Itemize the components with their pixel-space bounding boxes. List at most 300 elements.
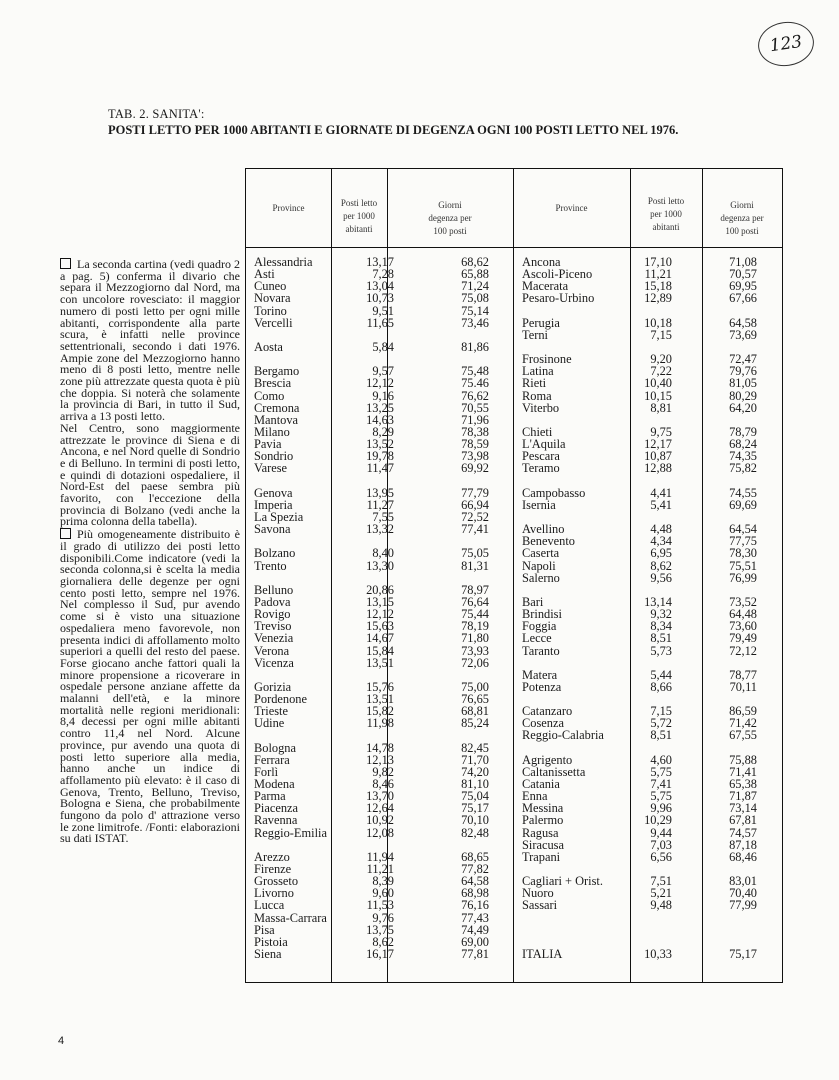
giorni-degenza-value: 64,58 [729, 315, 757, 330]
giorni-degenza-value: 85,24 [461, 716, 489, 731]
table-row [254, 547, 499, 559]
posti-letto-value: 5,75 [650, 764, 672, 779]
posti-letto-value: 9,32 [650, 607, 672, 622]
posti-letto-value: 15,76 [366, 679, 394, 694]
province-name: Varese [254, 461, 288, 476]
giorni-degenza-value: 75,17 [461, 801, 489, 816]
posti-letto-value: 15,18 [644, 279, 672, 294]
table-row [254, 560, 499, 572]
giorni-degenza-value: 81,10 [461, 777, 489, 792]
province-name: Lucca [254, 898, 285, 913]
province-name: Caltanissetta [522, 764, 586, 779]
table-row [522, 462, 777, 474]
posti-letto-value: 8,29 [372, 424, 394, 439]
province-name: Agrigento [522, 752, 573, 767]
province-name: Bologna [254, 740, 296, 755]
table-row [522, 899, 777, 911]
province-name: Nuoro [522, 886, 554, 901]
header-giorni-right: Giorni degenza per 100 posti [720, 199, 764, 236]
posti-letto-value: 7,28 [372, 267, 394, 282]
posti-letto-value: 12,17 [644, 437, 672, 452]
province-name: Cuneo [254, 279, 287, 294]
header-posti-right: Posti letto per 1000 abitanti [647, 195, 685, 232]
province-name: Belluno [254, 582, 294, 597]
posti-letto-value: 12,64 [366, 801, 394, 816]
giorni-degenza-value: 71,41 [729, 764, 757, 779]
giorni-degenza-value: 73,98 [461, 449, 489, 464]
posti-letto-value: 9,82 [372, 764, 394, 779]
giorni-degenza-value: 74,55 [729, 485, 757, 500]
posti-letto-value: 7,51 [650, 874, 672, 889]
province-name: Ravenna [254, 813, 298, 828]
giorni-degenza-value: 77,79 [461, 485, 489, 500]
table-row [254, 742, 499, 754]
table-row [254, 523, 499, 535]
posti-letto-value: 13,14 [644, 594, 672, 609]
commentary [60, 258, 240, 845]
giorni-degenza-value: 80,29 [729, 388, 757, 403]
province-name: Vercelli [254, 315, 293, 330]
giorni-degenza-value: 72,47 [729, 352, 757, 367]
province-name: Pavia [254, 437, 282, 452]
commentary-para-1: La seconda cartina (vedi quadro 2 a pag. 5) conferma il divario che separa il Mezzogiorno dal Nord, ma con uncolore rovesciato: il maggior numero di posti letto per ogni mille abitanti, corrispondente alla parte scura, è infatti nelle province settentrionali, secondo i dati 1976. Ampie zone del Mezzogiorno hanno meno di 8 posti letto, mentre nelle zone più attrezzate questa quota è più che doppia. Si noterà che solamente la provincia di Bari, in tutto il Sud, arriva a 13 posti letto. [60, 257, 240, 424]
posti-letto-value: 11,65 [366, 315, 394, 330]
province-name: La Spezia [254, 509, 304, 524]
giorni-degenza-value: 73,46 [461, 315, 489, 330]
giorni-degenza-value: 78,59 [461, 437, 489, 452]
giorni-degenza-value: 71,96 [461, 412, 489, 427]
giorni-degenza-value: 82,48 [461, 825, 489, 840]
giorni-degenza-value: 70,10 [461, 813, 489, 828]
giorni-degenza-value: 87,18 [729, 837, 757, 852]
giorni-degenza-value: 71,08 [729, 255, 757, 269]
province-name: Siracusa [522, 837, 564, 852]
province-name: Ferrara [254, 752, 290, 767]
province-name: L'Aquila [522, 437, 566, 452]
table-label: TAB. 2. SANITA': [108, 107, 205, 121]
giorni-degenza-value: 78,97 [461, 582, 489, 597]
province-name: Trento [254, 558, 287, 573]
posti-letto-value: 14,63 [366, 412, 394, 427]
header-giorni-left: Giorni degenza per 100 posti [428, 199, 472, 236]
giorni-degenza-value: 75,17 [729, 947, 757, 962]
province-name: Gorizia [254, 679, 292, 694]
posti-letto-value: 10,15 [644, 388, 672, 403]
giorni-degenza-value: 74,35 [729, 449, 757, 464]
posti-letto-value: 4,41 [650, 485, 672, 500]
province-name: Pescara [522, 449, 560, 464]
province-name: Sondrio [254, 449, 294, 464]
province-name: Isernia [522, 497, 556, 512]
page-number: 4 [58, 1035, 65, 1047]
table-row [254, 899, 499, 911]
province-name: Perugia [522, 315, 560, 330]
posti-letto-value: 7,41 [650, 777, 672, 792]
province-name: Grosseto [254, 874, 299, 889]
province-name: Campobasso [522, 485, 586, 500]
giorni-degenza-value: 75,44 [461, 607, 489, 622]
posti-letto-value: 4,48 [650, 522, 672, 537]
data-table [245, 168, 783, 983]
posti-letto-value: 9,44 [650, 825, 672, 840]
giorni-degenza-value: 75,51 [729, 558, 757, 573]
posti-letto-value: 9,60 [372, 886, 394, 901]
posti-letto-value: 12,88 [644, 461, 672, 476]
posti-letto-value: 8,51 [650, 631, 672, 646]
posti-letto-value: 5,72 [650, 716, 672, 731]
giorni-degenza-value: 71,80 [461, 631, 489, 646]
posti-letto-value: 20,86 [366, 582, 394, 597]
posti-letto-value: 9,20 [650, 352, 672, 367]
giorni-degenza-value: 72,52 [461, 509, 489, 524]
posti-letto-value: 13,30 [366, 558, 394, 573]
posti-letto-value: 9,56 [650, 570, 672, 585]
province-name: Livorno [254, 886, 294, 901]
table-row [522, 657, 777, 669]
table-row [522, 560, 777, 572]
province-name: Asti [254, 267, 275, 282]
posti-letto-value: 5,21 [650, 886, 672, 901]
posti-letto-value: 12,12 [366, 376, 394, 391]
posti-letto-value: 12,08 [366, 825, 394, 840]
posti-letto-value: 5,41 [650, 497, 672, 512]
giorni-degenza-value: 77,75 [729, 534, 757, 549]
table-row [522, 814, 777, 826]
right-column [522, 256, 777, 960]
checkbox-icon [60, 528, 71, 539]
province-name: Macerata [522, 279, 569, 294]
posti-letto-value: 14,67 [366, 631, 394, 646]
giorni-degenza-value: 68,46 [729, 849, 757, 864]
giorni-degenza-value: 71,24 [461, 279, 489, 294]
province-name: Benevento [522, 534, 575, 549]
giorni-degenza-value: 75,08 [461, 291, 489, 306]
province-name: Brindisi [522, 607, 562, 622]
table-row [522, 912, 777, 924]
giorni-degenza-value: 75,88 [729, 752, 757, 767]
province-name: Taranto [522, 643, 560, 658]
table-row [254, 948, 499, 960]
posti-letto-value: 13,75 [366, 922, 394, 937]
province-name: Catania [522, 777, 560, 792]
province-name: Savona [254, 522, 291, 537]
posti-letto-value: 13,70 [366, 789, 394, 804]
posti-letto-value: 13,15 [366, 594, 394, 609]
province-name: Genova [254, 485, 293, 500]
posti-letto-value: 8,62 [372, 934, 394, 949]
posti-letto-value: 7,15 [650, 704, 672, 719]
province-name: Modena [254, 777, 295, 792]
giorni-degenza-value: 77,43 [461, 910, 489, 925]
table-row [522, 475, 777, 487]
posti-letto-value: 13,25 [366, 400, 394, 415]
giorni-degenza-value: 78,19 [461, 619, 489, 634]
province-name: Mantova [254, 412, 299, 427]
giorni-degenza-value: 74,49 [461, 922, 489, 937]
table-row [254, 632, 499, 644]
posti-letto-value: 10,92 [366, 813, 394, 828]
province-name: Siena [254, 947, 282, 962]
table-row [254, 814, 499, 826]
giorni-degenza-value: 68,65 [461, 849, 489, 864]
table-row [522, 402, 777, 414]
posti-letto-value: 7,22 [650, 364, 672, 379]
giorni-degenza-value: 71,42 [729, 716, 757, 731]
posti-letto-value: 8,34 [650, 619, 672, 634]
table-row [254, 827, 499, 839]
giorni-degenza-value: 77,81 [461, 947, 489, 962]
province-name: Parma [254, 789, 286, 804]
province-name: Ancona [522, 255, 561, 269]
table-row [254, 572, 499, 584]
giorni-degenza-value: 74,57 [729, 825, 757, 840]
posti-letto-value: 8,66 [650, 679, 672, 694]
giorni-degenza-value: 76,64 [461, 594, 489, 609]
province-name: Ragusa [522, 825, 559, 840]
header-province-left: Province [272, 202, 305, 213]
posti-letto-value: 12,12 [366, 607, 394, 622]
province-name: Matera [522, 667, 558, 682]
province-name: Ascoli-Piceno [522, 267, 593, 282]
posti-letto-value: 15,84 [366, 643, 394, 658]
posti-letto-value: 9,51 [372, 303, 394, 318]
giorni-degenza-value: 69,95 [729, 279, 757, 294]
posti-letto-value: 12,13 [366, 752, 394, 767]
giorni-degenza-value: 73,93 [461, 643, 489, 658]
province-name: Novara [254, 291, 291, 306]
province-name: Como [254, 388, 285, 403]
posti-letto-value: 11,53 [366, 898, 394, 913]
posti-letto-value: 7,15 [650, 327, 672, 342]
province-name: Massa-Carrara [254, 910, 327, 925]
giorni-degenza-value: 72,06 [461, 655, 489, 670]
province-name: Udine [254, 716, 285, 731]
province-name: Milano [254, 424, 290, 439]
giorni-degenza-value: 75,48 [461, 364, 489, 379]
posti-letto-value: 13,52 [366, 437, 394, 452]
posti-letto-value: 11,47 [366, 461, 394, 476]
posti-letto-value: 14,78 [366, 740, 394, 755]
province-name: Brescia [254, 376, 292, 391]
posti-letto-value: 10,40 [644, 376, 672, 391]
giorni-degenza-value: 65,38 [729, 777, 757, 792]
giorni-degenza-value: 64,54 [729, 522, 757, 537]
province-name: Pisa [254, 922, 275, 937]
posti-letto-value: 10,33 [644, 947, 672, 962]
giorni-degenza-value: 78,79 [729, 424, 757, 439]
giorni-degenza-value: 78,38 [461, 424, 489, 439]
posti-letto-value: 4,60 [650, 752, 672, 767]
province-name: Napoli [522, 558, 556, 573]
table-row [522, 632, 777, 644]
table-row [254, 390, 499, 402]
commentary-para-2: Nel Centro, sono maggiormente attrezzate le province di Siena e di Ancona, e nel Nord quelle di Sondrio e di Belluno. In termini di posti letto, e quindi di dotazioni ospedaliere, il Nord-Est del paese sembra più favorito, con l'eccezione della provincia di Bolzano (vedi anche la prima colonna della tabella). [60, 420, 240, 529]
giorni-degenza-value: 70,57 [729, 267, 757, 282]
province-name: Rovigo [254, 607, 291, 622]
posti-letto-value: 13,51 [366, 655, 394, 670]
table-row [254, 657, 499, 669]
posti-letto-value: 9,48 [650, 898, 672, 913]
posti-letto-value: 10,18 [644, 315, 672, 330]
giorni-degenza-value: 72,12 [729, 643, 757, 658]
giorni-degenza-value: 78,30 [729, 546, 757, 561]
table-row [522, 645, 777, 657]
table-row [522, 305, 777, 317]
giorni-degenza-value: 75,82 [729, 461, 757, 476]
posti-letto-value: 4,34 [650, 534, 672, 549]
province-name: Catanzaro [522, 704, 573, 719]
posti-letto-value: 12,89 [644, 291, 672, 306]
posti-letto-value: 6,95 [650, 546, 672, 561]
giorni-degenza-value: 76,16 [461, 898, 489, 913]
checkbox-icon [60, 258, 71, 269]
posti-letto-value: 9,76 [372, 910, 394, 925]
province-name: Cremona [254, 400, 300, 415]
table-row [254, 729, 499, 741]
posti-letto-value: 11,21 [366, 862, 394, 877]
giorni-degenza-value: 68,24 [729, 437, 757, 452]
giorni-degenza-value: 73,14 [729, 801, 757, 816]
province-name: Roma [522, 388, 552, 403]
posti-letto-value: 13,51 [366, 692, 394, 707]
giorni-degenza-value: 71,87 [729, 789, 757, 804]
giorni-degenza-value: 76,99 [729, 570, 757, 585]
table-row [522, 487, 777, 499]
giorni-degenza-value: 70,40 [729, 886, 757, 901]
table-row [254, 317, 499, 329]
header-province-right: Province [555, 202, 588, 213]
giorni-degenza-value: 81,86 [461, 339, 489, 354]
posti-letto-value: 7,55 [372, 509, 394, 524]
province-name: Frosinone [522, 352, 572, 367]
province-name: Bolzano [254, 546, 296, 561]
table-row [522, 329, 777, 341]
giorni-degenza-value: 77,82 [461, 862, 489, 877]
province-name: Imperia [254, 497, 293, 512]
giorni-degenza-value: 73,52 [729, 594, 757, 609]
province-name: Pordenone [254, 692, 307, 707]
province-name: Bergamo [254, 364, 300, 379]
giorni-degenza-value: 67,81 [729, 813, 757, 828]
table-row [254, 377, 499, 389]
commentary-para-3: Più omogeneamente distribuito è il grado di utilizzo dei posti letto disponibili.Come indicatore (vedi la seconda colonna,si è scelta la media giornaliera delle degenze per ogni cento posti letto, sempre nel 1976. Nel complesso il Sud, pur avendo come si è visto una situazione ospedaliera meno favorevole, non presenta indici di affollamento molto superiori a quelli del resto del paese. Forse giocano anche fattori quali la minore propensione a ricoverare in ospedale persone anziane affette da malanni dell'età, e la minore mortalità nelle regioni meridionali: 8,4 decessi per ogni mille abitanti contro 11,4 nel Nord. Alcune province, pur avendo una quota di posti letto superiore alla media, hanno anche un indice di affollamento più elevato: è il caso di Genova, Trento, Belluno, Treviso, Bologna e Siena, che probabilmente fungono da polo d' attrazione verso le zone limitrofe. /Fonti: elaborazioni su dati ISTAT. [60, 527, 240, 846]
giorni-degenza-value: 73,69 [729, 327, 757, 342]
giorni-degenza-value: 73,60 [729, 619, 757, 634]
giorni-degenza-value: 75.46 [461, 376, 489, 391]
posti-letto-value: 13,32 [366, 522, 394, 537]
province-name: Sassari [522, 898, 558, 913]
province-name: Rieti [522, 376, 547, 391]
table-row [522, 851, 777, 863]
province-name: Torino [254, 303, 287, 318]
posti-letto-value: 11,27 [366, 497, 394, 512]
giorni-degenza-value: 76,62 [461, 388, 489, 403]
giorni-degenza-value: 67,66 [729, 291, 757, 306]
posti-letto-value: 11,21 [644, 267, 672, 282]
giorni-degenza-value: 81,31 [461, 558, 489, 573]
posti-letto-value: 10,73 [366, 291, 394, 306]
table-row [522, 390, 777, 402]
table-row [522, 924, 777, 936]
posti-letto-value: 5,44 [650, 667, 672, 682]
posti-letto-value: 9,75 [650, 424, 672, 439]
table-row [254, 912, 499, 924]
posti-letto-value: 10,29 [644, 813, 672, 828]
province-name: Foggia [522, 619, 557, 634]
posti-letto-value: 11,94 [366, 849, 394, 864]
giorni-degenza-value: 68,81 [461, 704, 489, 719]
giorni-degenza-value: 83,01 [729, 874, 757, 889]
province-name: Chieti [522, 424, 553, 439]
province-name: Treviso [254, 619, 292, 634]
province-name: Caserta [522, 546, 560, 561]
left-column [254, 256, 499, 960]
province-name: Viterbo [522, 400, 560, 415]
province-name: Messina [522, 801, 564, 816]
posti-letto-value: 13,95 [366, 485, 394, 500]
province-name: Enna [522, 789, 548, 804]
archive-stamp: 123 [755, 18, 817, 69]
posti-letto-value: 8,62 [650, 558, 672, 573]
posti-letto-value: 10,87 [644, 449, 672, 464]
table-row [522, 499, 777, 511]
giorni-degenza-value: 81,05 [729, 376, 757, 391]
province-name: Verona [254, 643, 290, 658]
province-name: Firenze [254, 862, 292, 877]
divider [513, 169, 514, 982]
province-name: Aosta [254, 339, 283, 354]
table-row [254, 645, 499, 657]
province-name: Trapani [522, 849, 561, 864]
table-row [254, 292, 499, 304]
province-name: Reggio-Emilia [254, 825, 327, 840]
province-name: Lecce [522, 631, 552, 646]
giorni-degenza-value: 79,49 [729, 631, 757, 646]
posti-letto-value: 9,96 [650, 801, 672, 816]
giorni-degenza-value: 68,62 [461, 255, 489, 269]
giorni-degenza-value: 68,98 [461, 886, 489, 901]
giorni-degenza-value: 75,05 [461, 546, 489, 561]
table-row [522, 547, 777, 559]
giorni-degenza-value: 74,20 [461, 764, 489, 779]
table-row [254, 305, 499, 317]
posti-letto-value: 9,16 [372, 388, 394, 403]
giorni-degenza-value: 70,55 [461, 400, 489, 415]
posti-letto-value: 13,17 [366, 255, 394, 269]
giorni-degenza-value: 64,20 [729, 400, 757, 415]
table-row [522, 572, 777, 584]
table-row [254, 402, 499, 414]
province-name: Cosenza [522, 716, 564, 731]
posti-letto-value: 11,98 [366, 716, 394, 731]
posti-letto-value: 15,63 [366, 619, 394, 634]
province-name: ITALIA [522, 947, 563, 962]
giorni-degenza-value: 65,88 [461, 267, 489, 282]
posti-letto-value: 15,82 [366, 704, 394, 719]
province-name: Padova [254, 594, 291, 609]
posti-letto-value: 16,17 [366, 947, 394, 962]
posti-letto-value: 8,46 [372, 777, 394, 792]
giorni-degenza-value: 64,48 [729, 607, 757, 622]
giorni-degenza-value: 64,58 [461, 874, 489, 889]
province-name: Venezia [254, 631, 294, 646]
posti-letto-value: 8,39 [372, 874, 394, 889]
province-name: Potenza [522, 679, 562, 694]
province-name: Piacenza [254, 801, 299, 816]
table-row [254, 487, 499, 499]
province-name: Pistoia [254, 934, 288, 949]
giorni-degenza-value: 75,04 [461, 789, 489, 804]
